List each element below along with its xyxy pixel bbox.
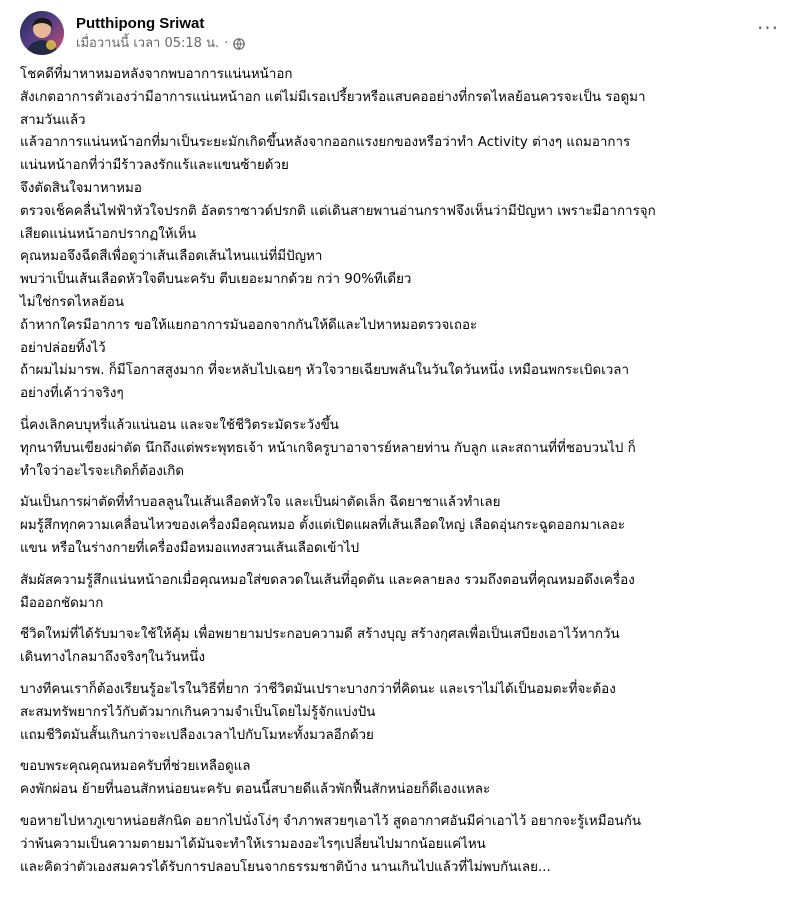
post-paragraph: [20, 64, 784, 406]
post-text-line: พบว่าเป็นเส้นเลือดหัวใจตีบนะครับ ตีบเยอะมากด้วย กว่า 90%ทีเดียว: [20, 272, 412, 288]
post-text-line: มือออกชัดมาก: [20, 595, 104, 611]
post-text-line: บางทีคนเราก็ต้องเรียนรู้อะไรในวิธีที่ยาก ว่าชีวิตมันเปราะบางกว่าที่คิดนะ และเราไม่ได้เป็นอมตะที่จะต้อง: [20, 681, 616, 697]
post-text-line: แล้วอาการแน่นหน้าอกที่มาเป็นระยะมักเกิดขึ้นหลังจากออกแรงยกของหรือว่าทำ Activity ต่างๆ แถมอาการ: [20, 135, 631, 151]
author-avatar[interactable]: [20, 11, 64, 55]
post-text-line: อย่าปล่อยทิ้งไว้: [20, 340, 106, 356]
post-text-line: อย่างที่เค้าว่าจริงๆ: [20, 386, 124, 402]
post-timestamp[interactable]: เมื่อวานนี้ เวลา 05:18 น.: [76, 36, 220, 51]
author-name[interactable]: Putthipong Sriwat: [76, 15, 205, 32]
post-text-line: สัมผัสความรู้สึกแน่นหน้าอกเมื่อคุณหมอใส่ขดลวดในเส้นที่อุดตัน และคลายลง รวมถึงตอนที่คุณหมอดึงเครื่อง: [20, 572, 635, 588]
post-paragraph: [20, 811, 784, 879]
post-text-line: ชีวิตใหม่ที่ได้รับมาจะใช้ให้คุ้ม เพื่อพยายามประกอบความดี สร้างบุญ สร้างกุศลเพื่อเป็นเสบียงเอาไว้หากวัน: [20, 627, 620, 643]
avatar-image: [20, 11, 64, 55]
more-options-button[interactable]: ···: [756, 16, 780, 40]
post-text-line: แน่นหน้าอกที่ว่ามีร้าวลงรักแร้และแขนซ้ายด้วย: [20, 158, 289, 174]
post-time-row: [76, 35, 245, 52]
post-text-line: และคิดว่าตัวเองสมควรได้รับการปลอบโยนจากธรรมชาติบ้าง นานเกินไปแล้วที่ไม่พบกันเลย...: [20, 859, 551, 875]
post-text-line: ว่าพ้นความเป็นความตายมาได้มันจะทำให้เรามองอะไรๆเปลี่ยนไปมากน้อยแค่ไหน: [20, 836, 486, 852]
post-meta: [76, 14, 245, 52]
post-text-line: ตรวจเช็คคลื่นไฟฟ้าหัวใจปรกติ อัลตราซาวด์ปรกติ แต่เดินสายพานอ่านกราฟจึงเห็นว่ามีปัญหา เพราะมีอาการจุก: [20, 203, 656, 219]
globe-icon: [233, 38, 245, 50]
post-paragraph: [20, 679, 784, 747]
post-body: [20, 64, 784, 888]
post-text-line: คุณหมอจึงฉีดสีเพื่อดูว่าเส้นเลือดเส้นไหนแน่ที่มีปัญหา: [20, 249, 323, 265]
post-text-line: คงพักผ่อน ย้ายที่นอนสักหน่อยนะครับ ตอนนี้สบายดีแล้วพักฟื้นสักหน่อยก็ดีเองแหละ: [20, 782, 491, 798]
post-paragraph: [20, 415, 784, 483]
post-text-line: แถมชีวิตมันสั้นเกินกว่าจะเปลืองเวลาไปกับโมหะทั้งมวลอีกด้วย: [20, 727, 374, 743]
post-paragraph: [20, 756, 784, 802]
post-text-line: แขน หรือในร่างกายที่เครื่องมือหมอแทงสวนเส้นเลือดเข้าไป: [20, 540, 360, 556]
post-text-line: ขอบพระคุณคุณหมอครับที่ช่วยเหลือดูแล: [20, 759, 251, 775]
post-text-line: โชคดีที่มาหาหมอหลังจากพบอาการแน่นหน้าอก: [20, 67, 293, 82]
post-text-line: จึงตัดสินใจมาหาหมอ: [20, 180, 142, 196]
post-text-line: สามวันแล้ว: [20, 112, 86, 128]
post-text-line: ผมรู้สึกทุกความเคลื่อนไหวของเครื่องมือคุณหมอ ตั้งแต่เปิดแผลที่เส้นเลือดใหญ่ เลือดอุ่นกระฉูดออกมาเลอะ: [20, 518, 626, 534]
post-text-line: เสียดแน่นหน้าอกปรากฏให้เห็น: [20, 226, 197, 242]
post-paragraph: [20, 570, 784, 616]
post-text-line: เดินทางไกลมาถึงจริงๆในวันหนึ่ง: [20, 650, 206, 666]
post-text-line: นี่คงเลิกคบบุหรี่แล้วแน่นอน และจะใช้ชีวิตระมัดระวังขึ้น: [20, 417, 339, 433]
post-text-line: สะสมทรัพยากรไว้กับตัวมากเกินความจำเป็นโดยไม่รู้จักแบ่งปัน: [20, 704, 376, 720]
post-paragraph: [20, 492, 784, 560]
post-text-line: สังเกตอาการตัวเองว่ามีอาการแน่นหน้าอก แต่ไม่มีเรอเปรี้ยวหรือแสบคออย่างที่กรดไหลย้อนควรจะเป็น รอดูมา: [20, 89, 646, 105]
separator-dot: ·: [224, 36, 229, 51]
post-header: [20, 8, 780, 58]
post-text-line: ทำใจว่าอะไรจะเกิดก็ต้องเกิด: [20, 463, 185, 479]
post-text-line: ทุกนาทีบนเขียงผ่าตัด นึกถึงแต่พระพุทธเจ้า หน้าเกจิครูบาอาจารย์หลายท่าน กับลูก และสถานที่ที่ชอบวนไป ก็: [20, 440, 636, 456]
post-text-line: มันเป็นการผ่าตัดที่ทำบอลลูนในเส้นเลือดหัวใจ และเป็นผ่าตัดเล็ก ฉีดยาชาแล้วทำเลย: [20, 495, 501, 511]
post-text-line: ขอหายไปหาภูเขาหน่อยสักนิด อยากไปนั่งโง่ๆ จำภาพสวยๆเอาไว้ สูดอากาศอันมีค่าเอาไว้ อยากจะรู้เหมือนกัน: [20, 813, 641, 829]
post-text-line: ถ้าหากใครมีอาการ ขอให้แยกอาการมันออกจากกันให้ดีและไปหาหมอตรวจเถอะ: [20, 317, 478, 333]
post-text-line: ไม่ใช่กรดไหลย้อน: [20, 294, 124, 310]
post-text-line: ถ้าผมไม่มารพ. ก็มีโอกาสสูงมาก ที่จะหลับไปเฉยๆ หัวใจวายเฉียบพลันในวันใดวันหนึ่ง เหมือนพกระเบิดเวลา: [20, 363, 629, 379]
post-paragraph: [20, 624, 784, 670]
